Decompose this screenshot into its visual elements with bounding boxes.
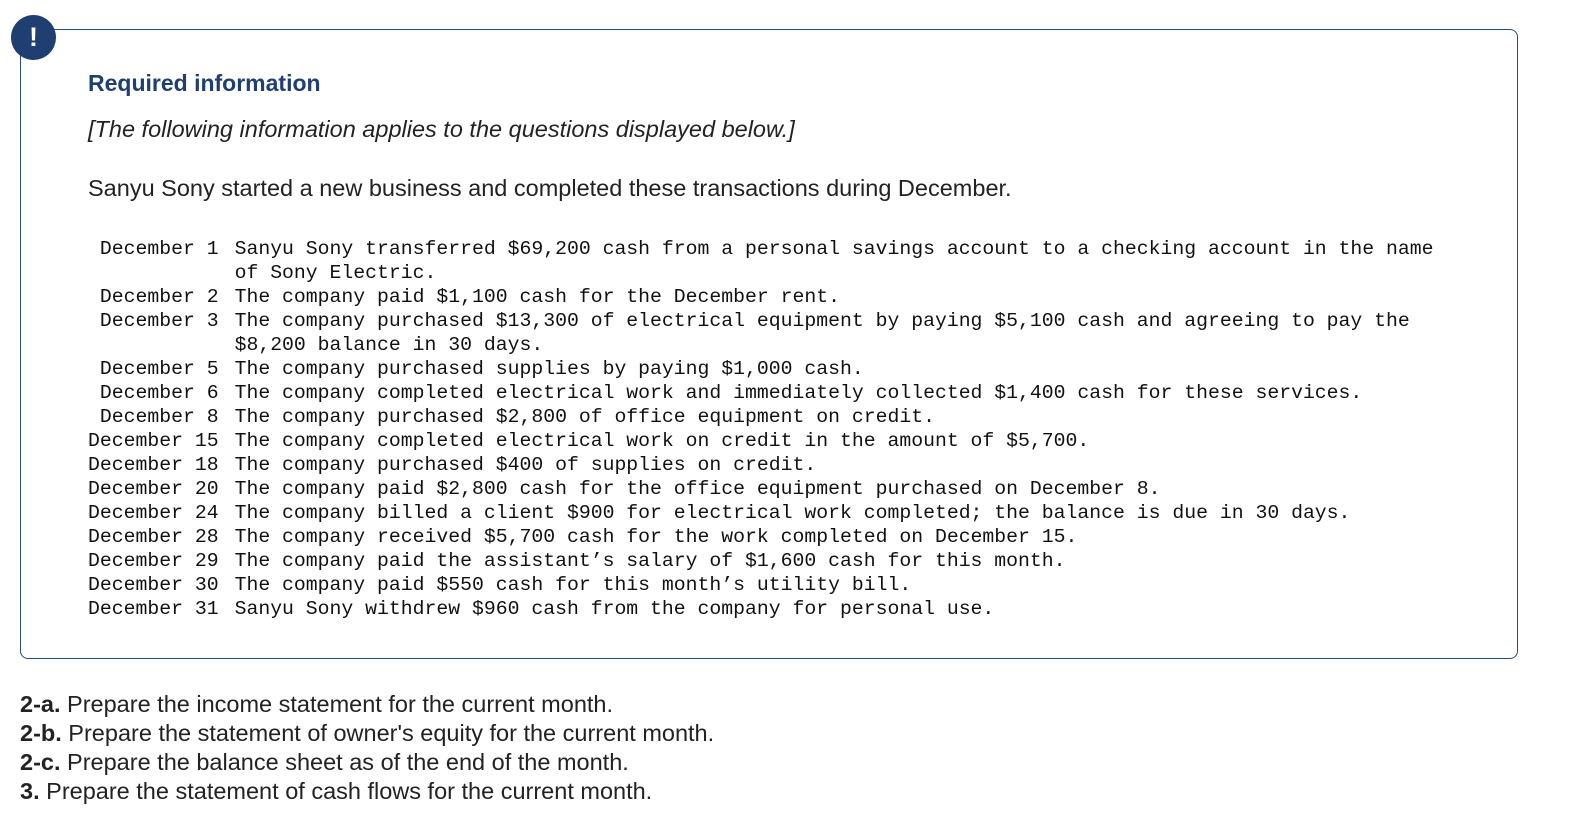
transaction-row (88, 453, 1445, 477)
transaction-description: The company billed a client $900 for electrical work completed; the balance is due in 30 days. (234, 502, 1351, 524)
question-text: Prepare the statement of owner's equity for the current month. (61, 720, 715, 746)
transaction-row (88, 381, 1445, 405)
transaction-row (88, 237, 1445, 285)
transaction-row (88, 357, 1445, 381)
transaction-row (88, 501, 1445, 525)
intro-text: Sanyu Sony started a new business and completed these transactions during December. (88, 175, 1012, 201)
question-text: Prepare the statement of cash flows for the current month. (39, 778, 653, 804)
transaction-description: The company paid $1,100 cash for the December rent. (234, 286, 840, 308)
transaction-date: December 31 (88, 598, 219, 620)
question-item (20, 777, 714, 806)
transaction-description: The company purchased supplies by paying $1,000 cash. (234, 358, 864, 380)
question-number: 2-a. (20, 691, 61, 717)
transaction-description: The company completed electrical work and immediately collected $1,400 cash for these services. (234, 382, 1363, 404)
transaction-description: The company purchased $400 of supplies on credit. (234, 454, 817, 476)
transaction-date: December 3 (99, 310, 219, 332)
transaction-row (88, 525, 1445, 549)
transaction-description: The company purchased $13,300 of electrical equipment by paying $5,100 cash and agreeing to pay the $8,200 balance in 30 days. (234, 310, 1410, 356)
transaction-row (88, 285, 1445, 309)
transaction-description: The company paid $2,800 cash for the office equipment purchased on December 8. (234, 478, 1161, 500)
question-number: 2-c. (20, 749, 61, 775)
transaction-date: December 28 (88, 526, 219, 548)
question-number: 3. (20, 778, 40, 804)
transaction-description: Sanyu Sony withdrew $960 cash from the company for personal use. (234, 598, 995, 620)
question-number: 2-b. (20, 720, 62, 746)
transaction-date: December 6 (99, 382, 219, 404)
applies-note: [The following information applies to the questions displayed below.] (88, 116, 795, 142)
transaction-row (88, 597, 1445, 621)
transaction-date: December 15 (88, 430, 219, 452)
transaction-description: The company purchased $2,800 of office equipment on credit. (234, 406, 935, 428)
transaction-row (88, 573, 1445, 597)
questions-list (20, 690, 714, 806)
transaction-date: December 29 (88, 550, 219, 572)
transaction-description: The company paid $550 cash for this month’s utility bill. (234, 574, 912, 596)
question-item (20, 748, 714, 777)
question-item (20, 719, 714, 748)
transaction-date: December 8 (99, 406, 219, 428)
transaction-date: December 30 (88, 574, 219, 596)
transaction-description: The company paid the assistant’s salary of $1,600 cash for this month. (234, 550, 1066, 572)
transaction-row (88, 477, 1445, 501)
transaction-date: December 24 (88, 502, 219, 524)
required-information-title: Required information (88, 70, 321, 96)
transaction-row (88, 309, 1445, 357)
question-item (20, 690, 714, 719)
transaction-row (88, 429, 1445, 453)
alert-icon: ! (11, 15, 56, 60)
transaction-description: Sanyu Sony transferred $69,200 cash from a personal savings account to a checking account in the name of Sony Electric. (234, 238, 1434, 284)
transaction-row (88, 405, 1445, 429)
transactions-table (88, 237, 1445, 621)
transaction-date: December 2 (99, 286, 219, 308)
transaction-row (88, 549, 1445, 573)
question-text: Prepare the income statement for the current month. (60, 691, 614, 717)
transaction-description: The company completed electrical work on credit in the amount of $5,700. (234, 430, 1090, 452)
transaction-date: December 20 (88, 478, 219, 500)
transaction-date: December 5 (99, 358, 219, 380)
question-text: Prepare the balance sheet as of the end of the month. (60, 749, 629, 775)
transaction-description: The company received $5,700 cash for the work completed on December 15. (234, 526, 1078, 548)
transaction-date: December 1 (99, 238, 219, 260)
transaction-date: December 18 (88, 454, 219, 476)
